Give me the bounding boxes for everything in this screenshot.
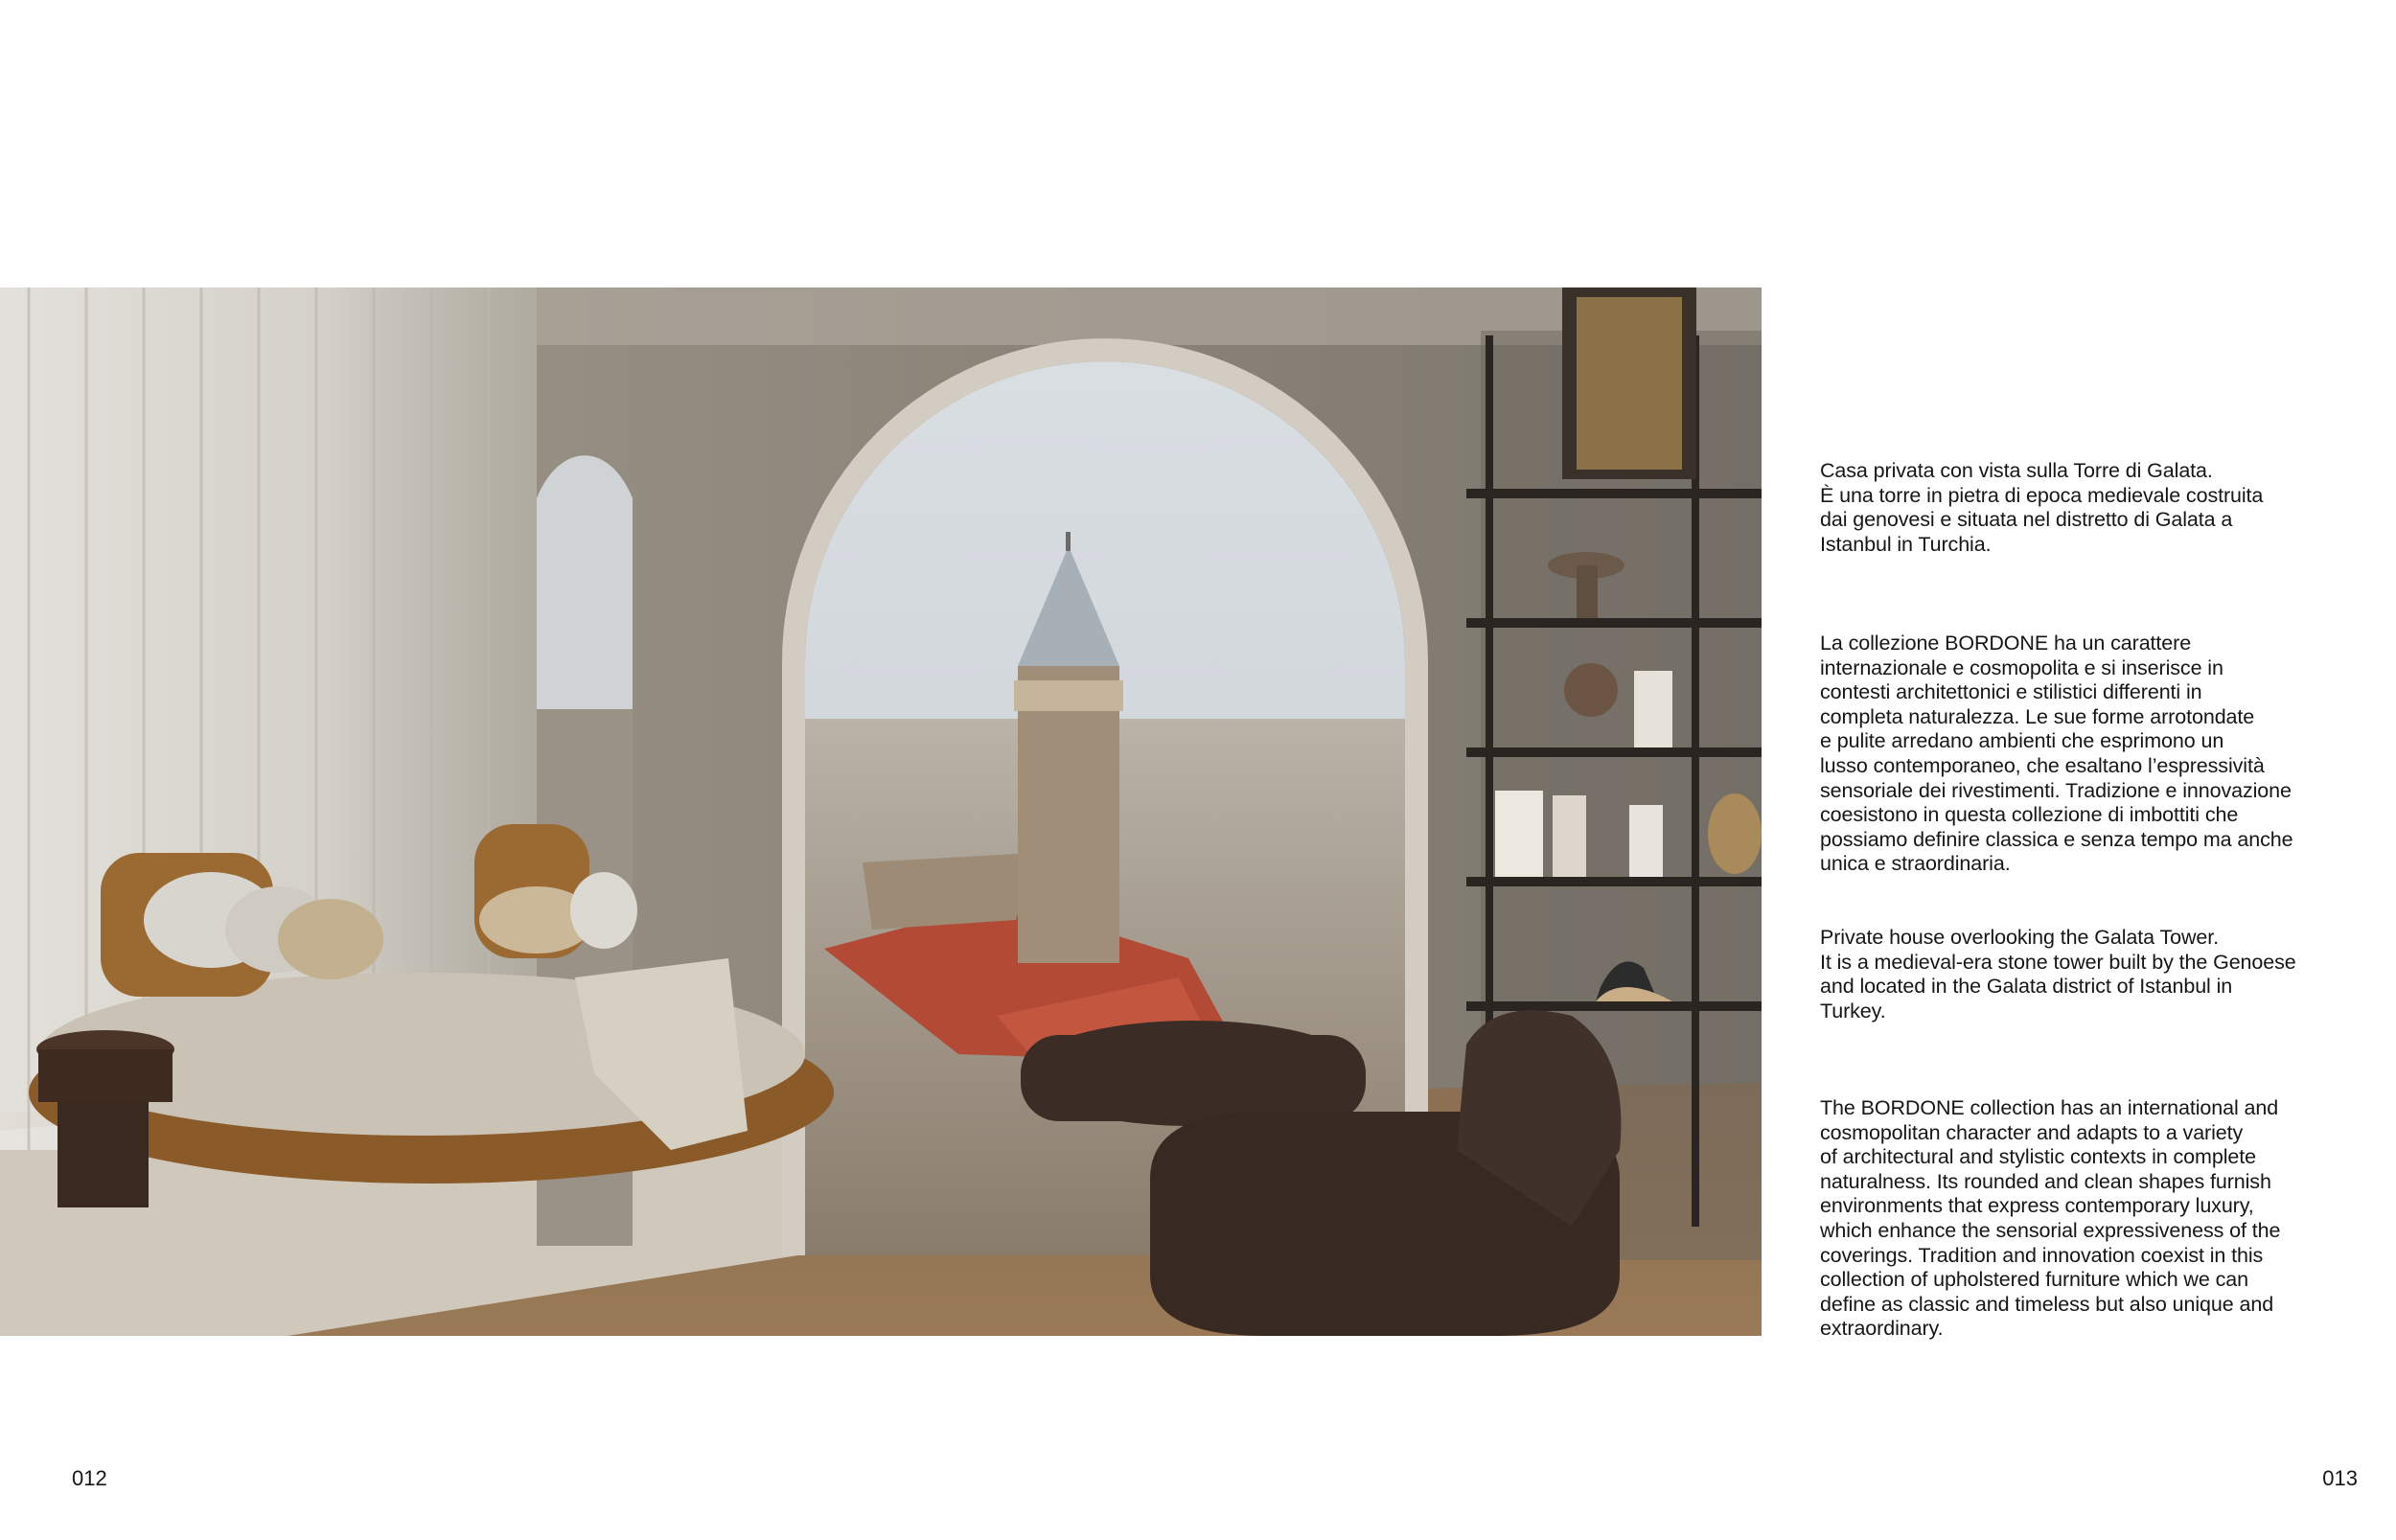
english-collection-paragraph: The BORDONE collection has an international and cosmopolitan character and adapts to a variety of architectural and stylistic contexts in complete naturalness. Its rounded and clean shapes furnish environments that express contemporary luxury, which enhance the sensorial expressiveness of the coverings. Tradition and innovation coexist in this collection of upholstered furniture which we can define as classic and timeless but also unique and extraordinary. bbox=[1820, 1096, 2281, 1341]
interior-illustration bbox=[0, 287, 1762, 1336]
italian-collection-paragraph: La collezione BORDONE ha un carattere internazionale e cosmopolita e si inserisce in contesti architettonici e stilistici differenti in completa naturalezza. Le sue forme arrotondate e pulite arredano ambienti che esprimono un lusso contemporaneo, che esaltano l’espressività sensoriale dei rivestimenti. Tradizione e innovazione coesistono in questa collezione di imbottiti che possiamo definire classica e senza tempo ma anche unica e straordinaria. bbox=[1820, 632, 2293, 876]
interior-photo bbox=[0, 287, 1762, 1336]
page-number-right: 013 bbox=[2322, 1466, 2358, 1490]
page-number-left: 012 bbox=[72, 1466, 107, 1490]
english-intro-paragraph: Private house overlooking the Galata Tower. It is a medieval-era stone tower built by the Genoese and located in the Galata district of Istanbul in Turkey. bbox=[1820, 926, 2296, 1023]
italian-intro-paragraph: Casa privata con vista sulla Torre di Galata. È una torre in pietra di epoca medievale costruita dai genovesi e situata nel distretto di Galata a Istanbul in Turchia. bbox=[1820, 459, 2264, 556]
